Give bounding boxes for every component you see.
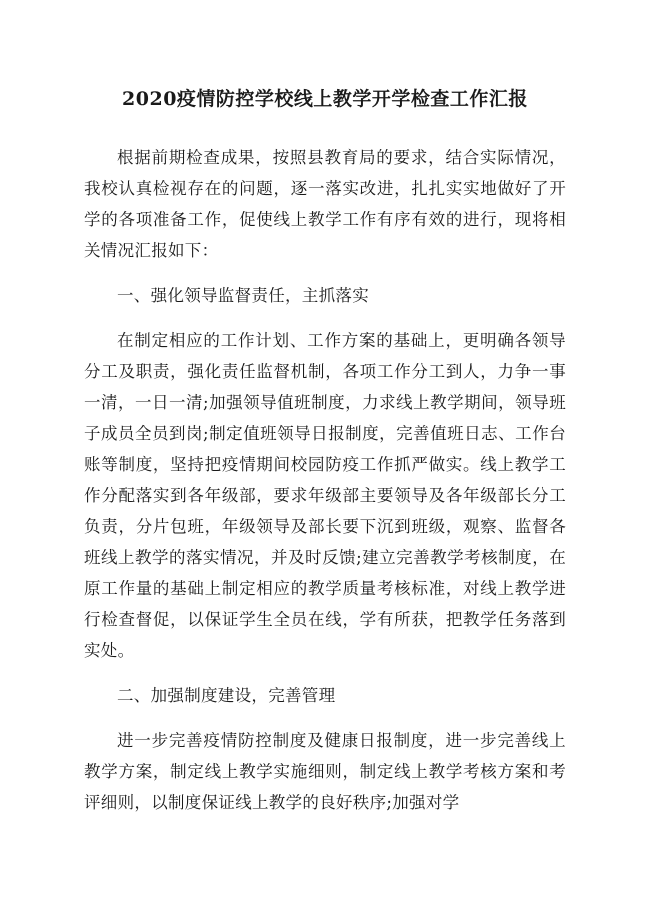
section-1-heading: 一、强化领导监督责任，主抓落实: [117, 286, 369, 305]
section-1-paragraph: 在制定相应的工作计划、工作方案的基础上，更明确各领导分工及职责，强化责任监督机制，各项工作分工到人，力争一事一清，一日一清;加强领导值班制度，力求线上教学期间，领导班子成员全员到岗;制定值班领导日报制度，完善值班日志、工作台账等制度，坚持把疫情期间校园防疫工作抓严做实。线上教学工作分配落实到各年级部，要求年级部主要领导及各年级部长分工负责，分片包班，年级领导及部长要下沉到班级，观察、监督各班线上教学的落实情况，并及时反馈;建立完善教学考核制度，在原工作量的基础上制定相应的教学质量考核标准，对线上教学进行检查督促，以保证学生全员在线，学有所获，把教学任务落到实处。: [84, 331, 566, 660]
section-2-paragraph: 进一步完善疫情防控制度及健康日报制度，进一步完善线上教学方案，制定线上教学实施细则，制定线上教学考核方案和考评细则，以制度保证线上教学的良好秩序;加强对学: [84, 731, 566, 812]
section-2-heading: 二、加强制度建设，完善管理: [117, 686, 336, 705]
intro-paragraph: 根据前期检查成果，按照县教育局的要求，结合实际情况，我校认真检视存在的问题，逐一落实改进，扎扎实实地做好了开学的各项准备工作，促使线上教学工作有序有效的进行，现将相关情况汇报如下：: [84, 148, 566, 260]
document-title: 2020疫情防控学校线上教学开学检查工作汇报: [122, 88, 528, 110]
